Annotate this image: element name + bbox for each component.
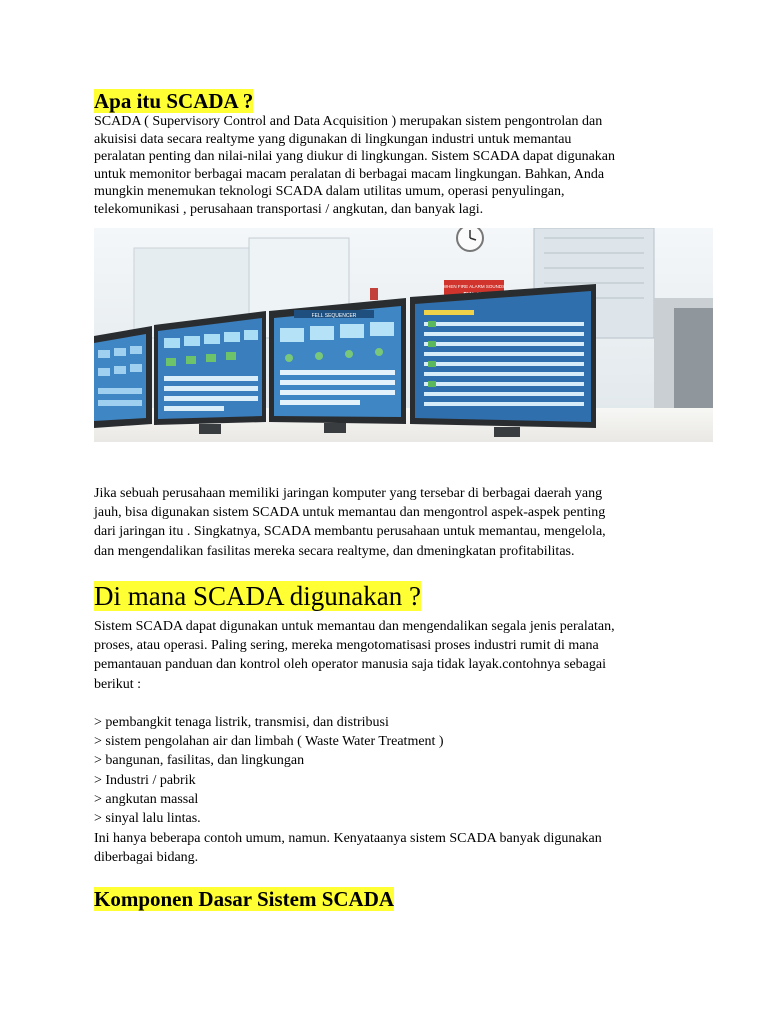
intro-paragraph: SCADA ( Supervisory Control and Data Acquisition ) merupakan sistem pengontrolan dan akuisisi data secara realtyme yang digunakan di lingkungan industri untuk memantau peralatan penting dan nilai-nilai yang diukur di lingkungan. Sistem SCADA dapat digunakan untuk memonitor berbagai macam peralatan di berbagai macam lingkungan. Bahkan, Anda mungkin menemukan teknologi SCADA dalam utilitas umum, operasi penyulingan, telekomunikasi , perusahaan transportasi / angkutan, dan banyak lagi. — [94, 114, 616, 217]
heading-di-mana-scada: Di mana SCADA digunakan ? — [94, 581, 421, 611]
list-item: > pembangkit tenaga listrik, transmisi, dan distribusi — [94, 715, 389, 730]
usage-paragraph: Sistem SCADA dapat digunakan untuk memantau dan mengendalikan segala jenis peralatan, proses, atau operasi. Paling sering, mereka mengotomatisasi proses industri rumit di mana pemantauan panduan dan kontrol oleh operator manusia saja tidak layak.contohnya sebagai berikut : — [94, 619, 615, 692]
heading-komponen-dasar: Komponen Dasar Sistem SCADA — [94, 887, 395, 911]
sign-line-1: WHEN FIRE ALARM SOUNDS — [442, 284, 506, 289]
list-item: > sistem pengolahan air dan limbah ( Waste Water Treatment ) — [94, 734, 444, 750]
screen-title: FELL SEQUENCER — [311, 313, 357, 319]
list-item: > bangunan, fasilitas, dan lingkungan — [94, 753, 305, 769]
usage-examples-list — [94, 713, 444, 828]
list-item: > angkutan massal — [94, 791, 199, 807]
list-item: > Industri / pabrik — [94, 772, 196, 788]
network-paragraph: Jika sebuah perusahaan memiliki jaringan komputer yang tersebar di berbagai daerah yang jauh, bisa digunakan sistem SCADA untuk memantau dan mengontrol aspek-aspek penting dari jaringan itu . Singkatnya, SCADA membantu perusahaan untuk memantau, mengelola, dan mengendalikan fasilitas mereka secara realtyme, dan dmeningkatan profitabilitas. — [94, 486, 606, 559]
list-item: > sinyal lalu lintas. — [94, 811, 201, 827]
closing-paragraph: Ini hanya beberapa contoh umum, namun. Kenyataanya sistem SCADA banyak digunakan diberbagai bidang. — [94, 831, 602, 866]
scada-control-room-photo — [94, 228, 713, 442]
heading-apa-itu-scada: Apa itu SCADA ? — [94, 89, 254, 113]
